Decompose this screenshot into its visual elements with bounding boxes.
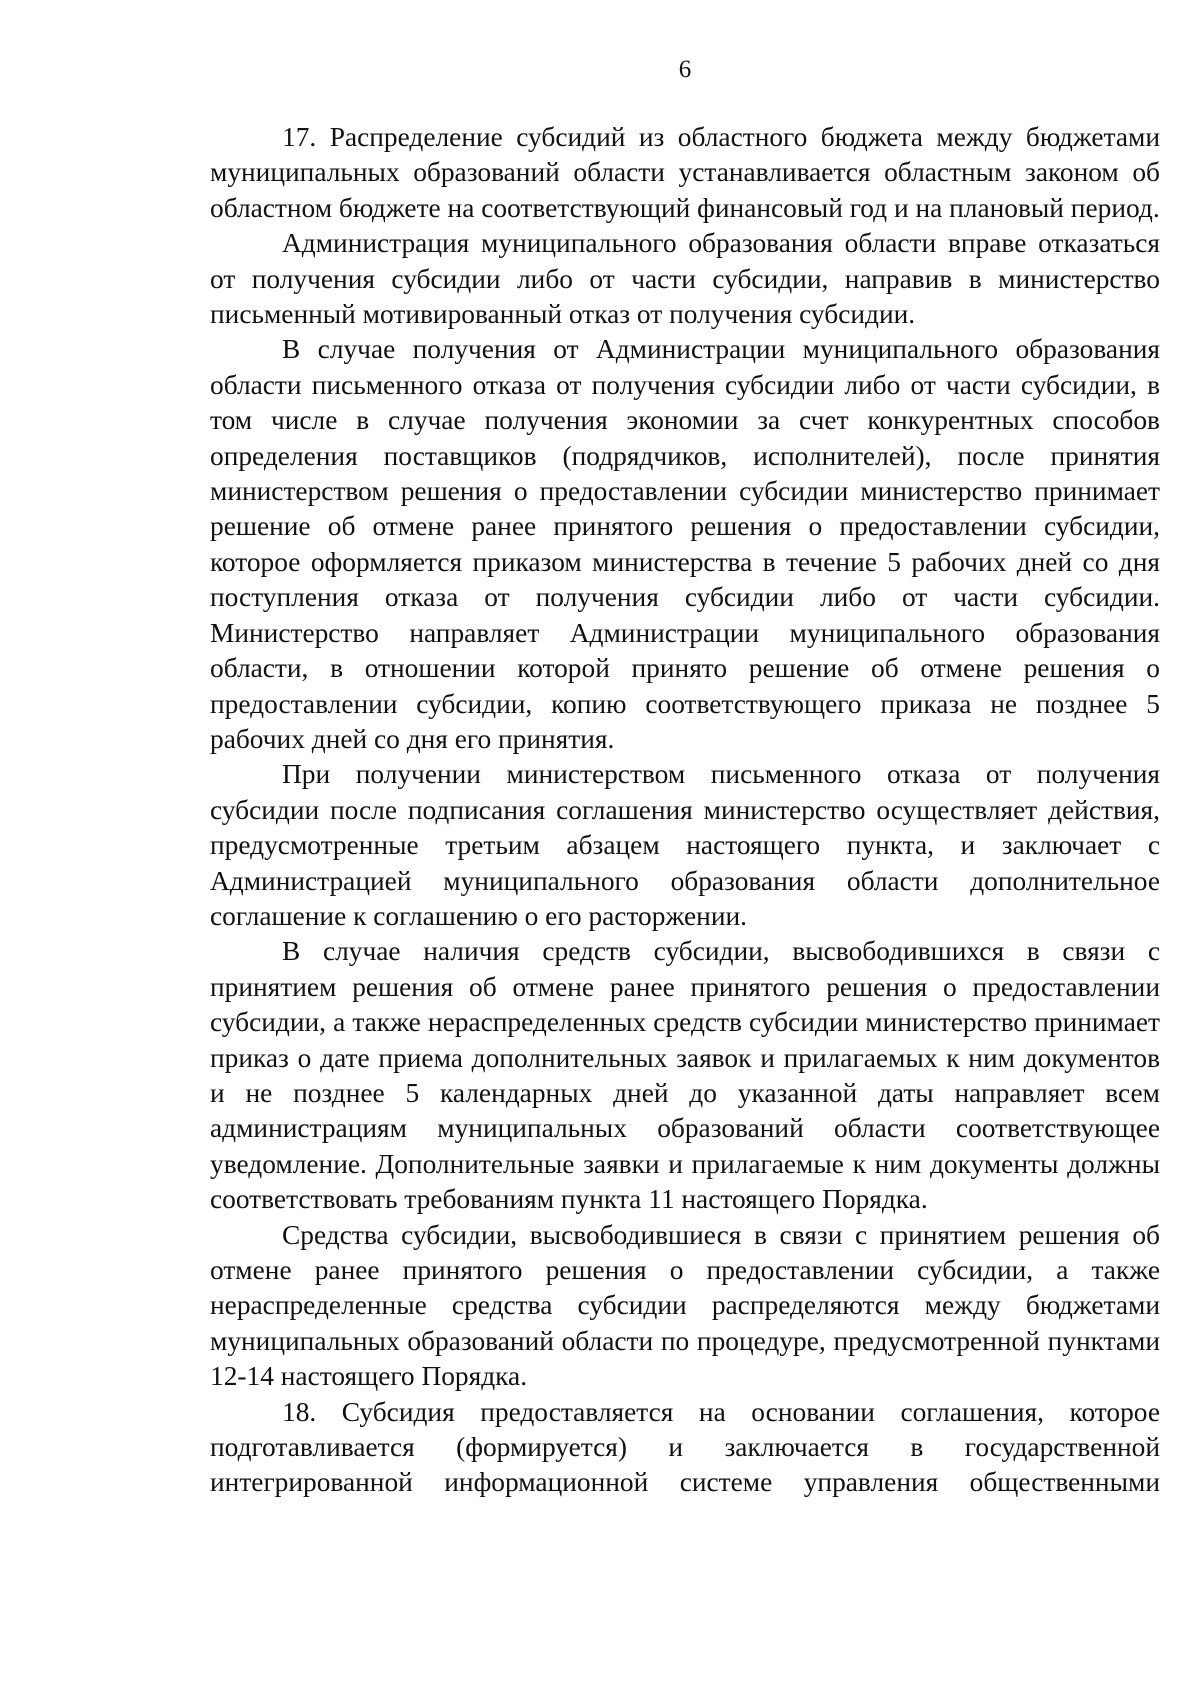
- paragraph-refusal-right: Администрация муниципального образования области вправе отказаться от получения субсидии либо от части субсидии, направив в министерство письменный мотивированный отказ от получения субсидии.: [210, 228, 1160, 330]
- paragraph-redistribution: Средства субсидии, высвободившиеся в связи с принятием решения об отмене ранее принятого решения о предоставлении субсидии, а также нераспределенные средства субсидии распределяются между бюджетами муниципальных образований области по процедуре, предусмотренной пунктами 12-14 настоящего Порядка.: [210, 1219, 1160, 1392]
- paragraph-refusal-procedure: В случае получения от Администрации муниципального образования области письменного отказа от получения субсидии либо от части субсидии, в том числе в случае получения экономии за счет конкурентных способов определения поставщиков (подрядчиков, исполнителей), после принятия министерством решения о предоставлении субсидии министерство принимает решение об отмене ранее принятого решения о предоставлении субсидии, которое оформляется приказом министерства в течение 5 рабочих дней со дня поступления отказа от получения субсидии либо от части субсидии. Министерство направляет Администрации муниципального образования области, в отношении которой принято решение об отмене решения о предоставлении субсидии, копию соответствующего приказа не позднее 5 рабочих дней со дня его принятия.: [210, 334, 1160, 754]
- document-body: [210, 120, 1160, 1501]
- paragraph-18-agreement: 18. Субсидия предоставляется на основании соглашения, которое подготавливается (формируется) и заключается в государственной интегрированной информационной системе управления общественными: [210, 1396, 1160, 1498]
- paragraph-refusal-after-agreement: При получении министерством письменного отказа от получения субсидии после подписания соглашения министерство осуществляет действия, предусмотренные третьим абзацем настоящего пункта, и заключает с Администрацией муниципального образования области дополнительное соглашение к соглашению о его расторжении.: [210, 759, 1160, 931]
- page-number: 6: [678, 56, 692, 83]
- paragraph-additional-applications: В случае наличия средств субсидии, высвободившихся в связи с принятием решения об отмене ранее принятого решения о предоставлении субсидии, а также нераспределенных средств субсидии министерство принимает приказ о дате приема дополнительных заявок и прилагаемых к ним документов и не позднее 5 календарных дней до указанной даты направляет всем администрациям муниципальных образований области соответствующее уведомление. Дополнительные заявки и прилагаемые к ним документы должны соответствовать требованиям пункта 11 настоящего Порядка.: [210, 936, 1160, 1215]
- paragraph-17-distribution: 17. Распределение субсидий из областного бюджета между бюджетами муниципальных образований области устанавливается областным законом об областном бюджете на соответствующий финансовый год и на плановый период.: [210, 122, 1160, 223]
